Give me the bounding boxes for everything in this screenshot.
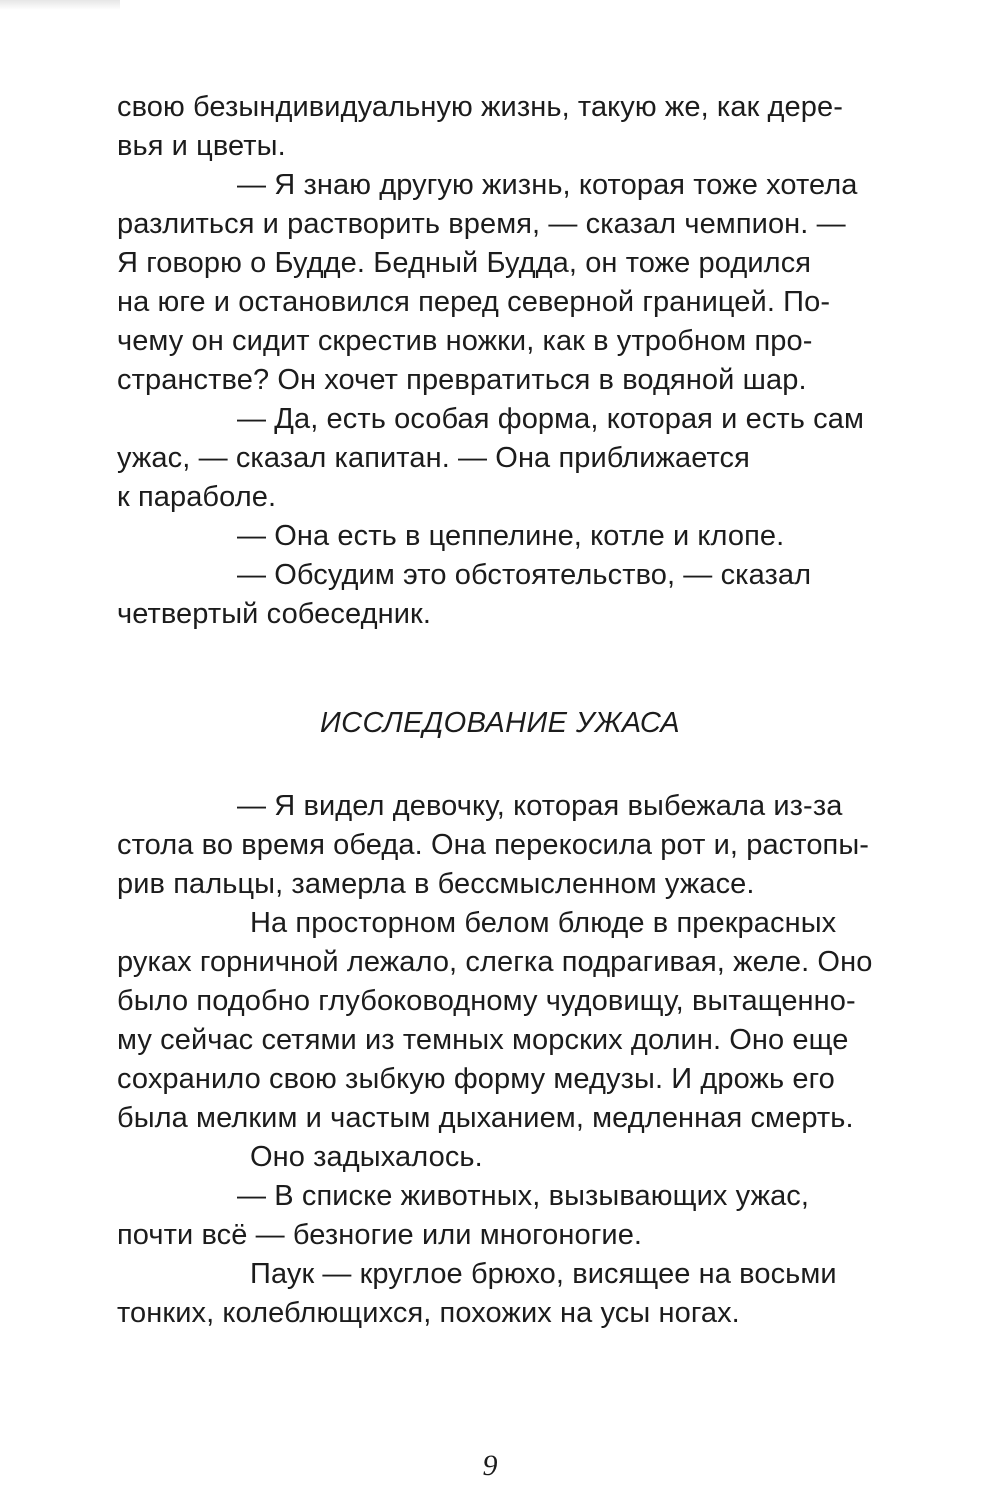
text-line: му сейчас сетями из темных морских долин. Оно еще	[117, 1024, 849, 1056]
text-line: — Она есть в цеппелине, котле и клопе.	[237, 520, 785, 552]
text-line: — В списке животных, вызывающих ужас,	[237, 1180, 810, 1212]
text-line: почти всё — безногие или многоногие.	[117, 1219, 643, 1251]
text-line: разлиться и растворить время, — сказал чемпион. —	[117, 208, 846, 240]
text-line: странстве? Он хочет превратиться в водяной шар.	[117, 364, 807, 396]
text-line: — Обсудим это обстоятельство, — сказал	[237, 559, 812, 591]
text-line: Оно задыхалось.	[250, 1141, 483, 1173]
text-line: — Я видел девочку, которая выбежала из-за	[237, 790, 843, 822]
text-line: сохранило свою зыбкую форму медузы. И дрожь его	[117, 1063, 835, 1095]
text-line: ужас, — сказал капитан. — Она приближается	[117, 442, 750, 474]
text-line: Паук — круглое брюхо, висящее на восьми	[250, 1258, 837, 1290]
text-line: чему он сидит скрестив ножки, как в утробном про-	[117, 325, 813, 357]
text-line: вья и цветы.	[117, 130, 286, 162]
text-line: была мелким и частым дыханием, медленная смерть.	[117, 1102, 854, 1134]
text-line: стола во время обеда. Она перекосила рот и, растопы-	[117, 829, 870, 861]
text-line: свою безындивидуальную жизнь, такую же, как дере-	[117, 91, 843, 123]
text-line: к параболе.	[117, 481, 277, 513]
text-line: на юге и остановился перед северной границей. По-	[117, 286, 831, 318]
text-line: Я говорю о Будде. Бедный Будда, он тоже родился	[117, 247, 812, 279]
text-line: руках горничной лежало, слегка подрагивая, желе. Оно	[117, 946, 873, 978]
text-line: было подобно глубоководному чудовищу, вытащенно-	[117, 985, 856, 1017]
scan-edge-shadow	[0, 0, 120, 10]
text-line: — Я знаю другую жизнь, которая тоже хотела	[237, 169, 858, 201]
text-line: четвертый собеседник.	[117, 598, 431, 630]
page-number: 9	[482, 1449, 498, 1482]
section-heading: ИССЛЕДОВАНИЕ УЖАСА	[319, 707, 681, 739]
text-line: На просторном белом блюде в прекрасных	[250, 907, 837, 939]
text-line: рив пальцы, замерла в бессмысленном ужасе.	[117, 868, 755, 900]
text-line: — Да, есть особая форма, которая и есть сам	[237, 403, 865, 435]
text-line: тонких, колеблющихся, похожих на усы ногах.	[117, 1297, 740, 1329]
